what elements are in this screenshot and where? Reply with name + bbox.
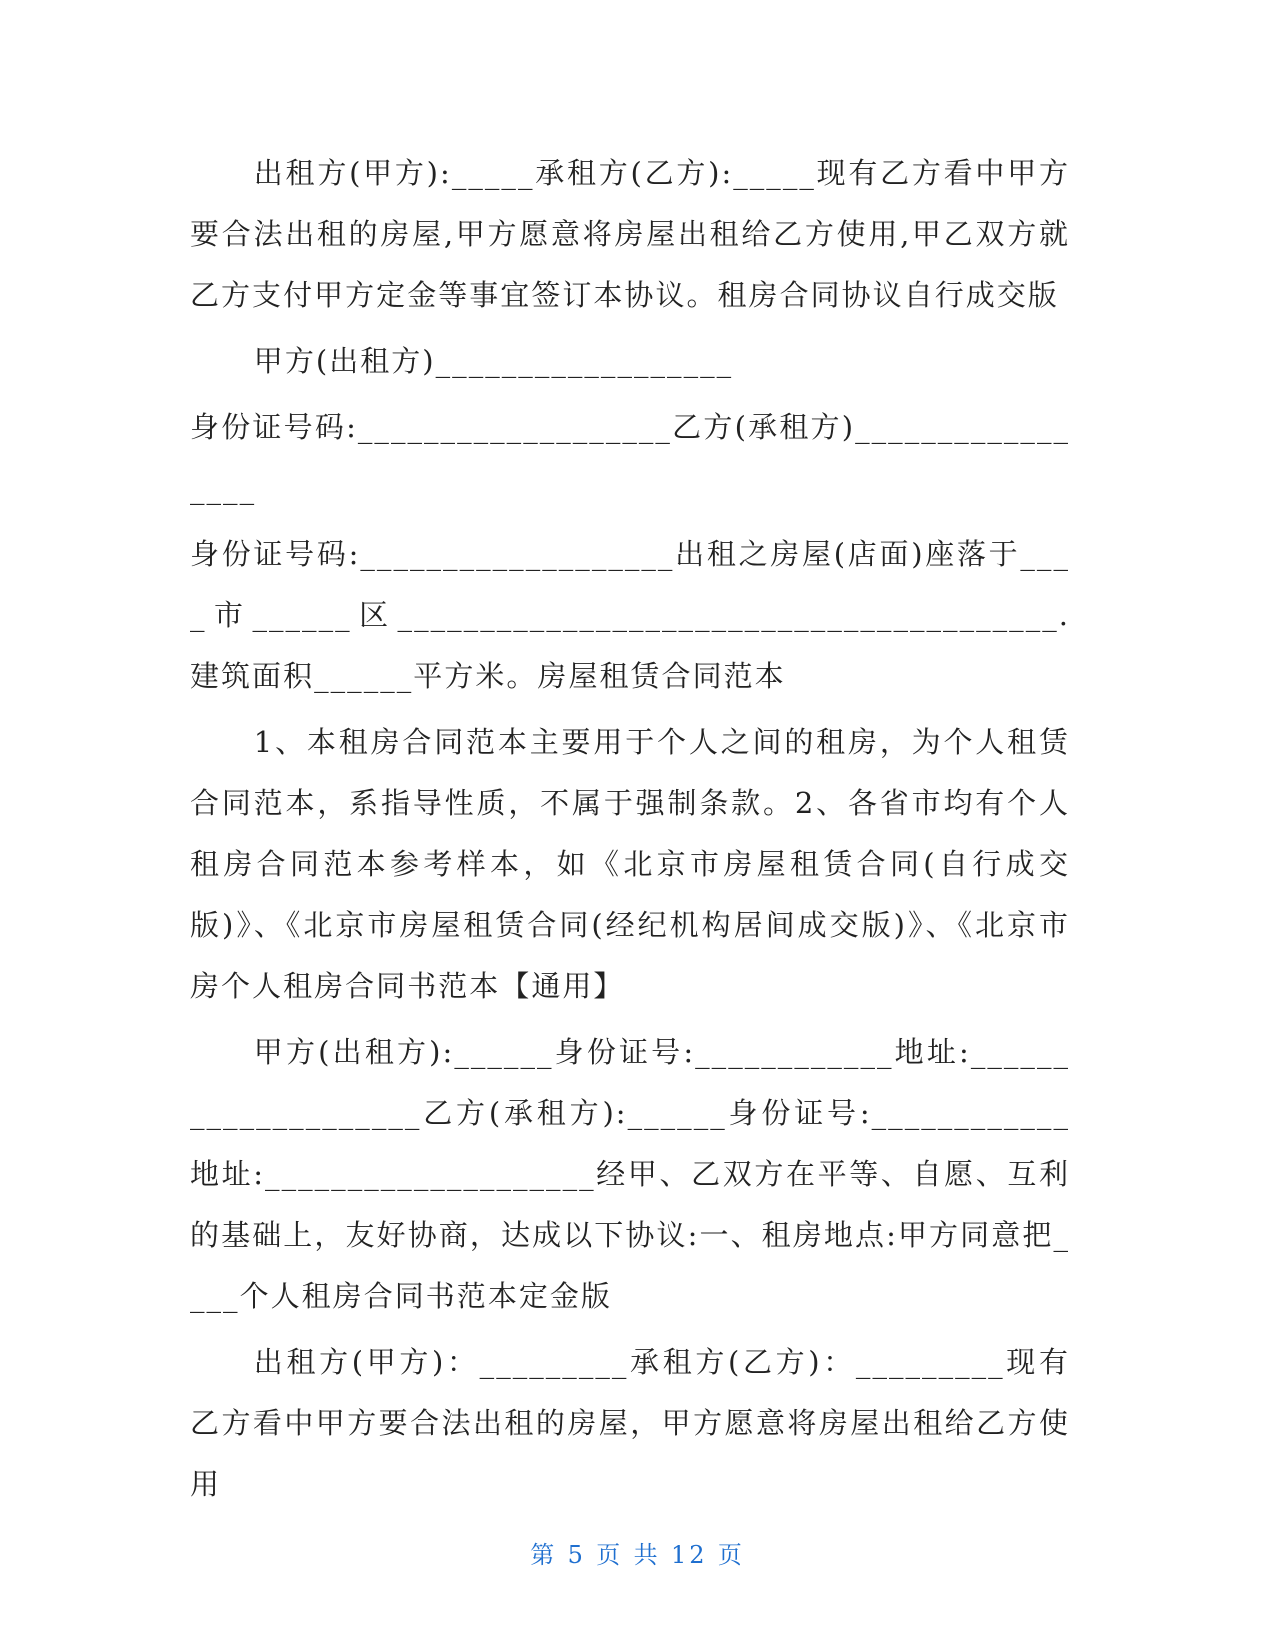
paragraph-id-lessee-field: 身份证号码:___________________乙方(承租方)_________________ [190, 410, 1070, 505]
paragraph-party-details: 甲方(出租方):______身份证号:____________地址:____________________乙方(承租方):______身份证号:____________地址:____________________经甲、乙双方在平等、自愿、互利的基础上，友好协商，达成以下协议:一、租房地点:甲方同意把____个人租房合同书范本定金版 [190, 1035, 1070, 1313]
page-number: 第 5 页 共 12 页 [530, 1541, 745, 1569]
paragraph-deposit-version: 出租方(甲方)：_________承租方(乙方)：_________现有乙方看中甲方要合法出租的房屋，甲方愿意将房屋出租给乙方使用 [190, 1345, 1070, 1501]
document-body [190, 143, 1070, 1520]
paragraph-lessor-field: 甲方(出租方)__________________ [253, 344, 734, 378]
paragraph-property-location: 身份证号码:___________________出租之房屋(店面)座落于____市______区________________________________________.建筑面积______平方米。房屋租赁合同范本 [190, 537, 1070, 693]
paragraph-template-notes: 1、本租房合同范本主要用于个人之间的租房，为个人租赁合同范本，系指导性质，不属于强制条款。2、各省市均有个人租房合同范本参考样本，如《北京市房屋租赁合同(自行成交版)》、《北京市房屋租赁合同(经纪机构居间成交版)》、《北京市房个人租房合同书范本【通用】 [190, 725, 1070, 1003]
paragraph-deposit-intro: 出租方(甲方):_____承租方(乙方):_____现有乙方看中甲方要合法出租的房屋,甲方愿意将房屋出租给乙方使用,甲乙双方就乙方支付甲方定金等事宜签订本协议。租房合同协议自行成交版 [190, 156, 1070, 312]
